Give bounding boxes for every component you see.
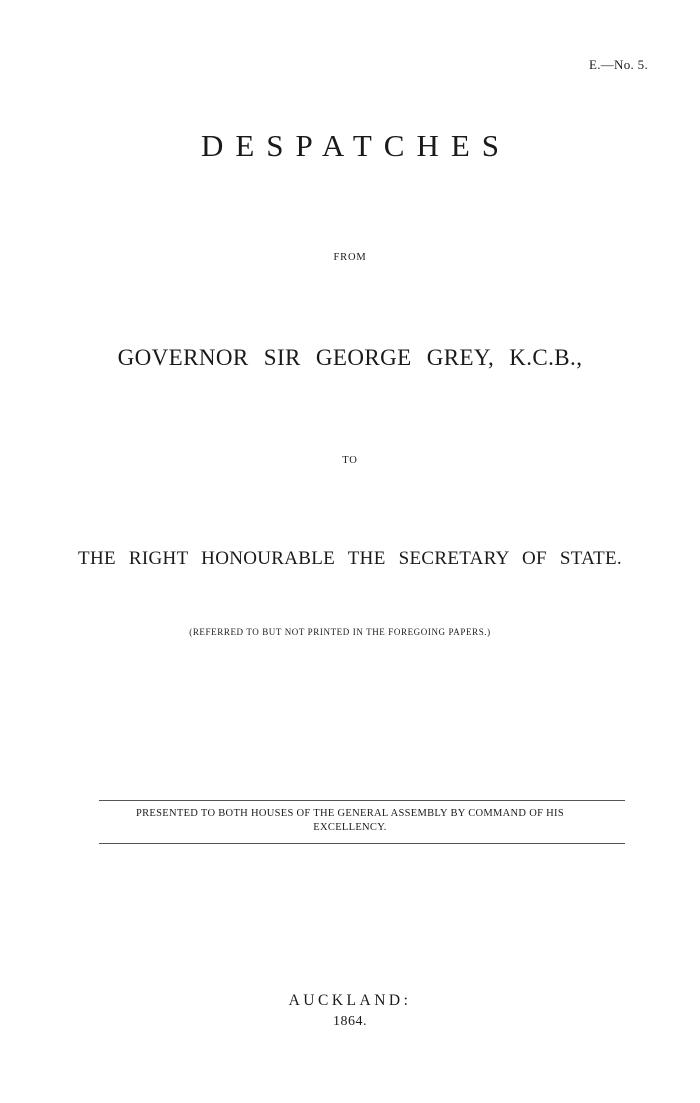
referred-note: (REFERRED TO BUT NOT PRINTED IN THE FOREGOING PAPERS.) xyxy=(189,627,491,637)
document-reference: E.—No. 5. xyxy=(588,57,648,72)
top-divider xyxy=(99,800,625,801)
publication-year: 1864. xyxy=(333,1014,367,1029)
from-label: FROM xyxy=(333,252,367,263)
place-of-publication: AUCKLAND: xyxy=(288,992,412,1009)
bottom-divider xyxy=(99,843,625,844)
document-title: DESPATCHES xyxy=(200,128,512,163)
to-label: TO xyxy=(342,455,358,466)
presented-notice xyxy=(0,807,700,835)
presented-line-1: PRESENTED TO BOTH HOUSES OF THE GENERAL ASSEMBLY BY COMMAND OF HIS xyxy=(135,808,564,819)
sender-name: GOVERNOR SIR GEORGE GREY, K.C.B., xyxy=(117,345,583,370)
recipient-name: THE RIGHT HONOURABLE THE SECRETARY OF STATE. xyxy=(78,548,622,569)
presented-line-2: EXCELLENCY. xyxy=(313,822,387,833)
